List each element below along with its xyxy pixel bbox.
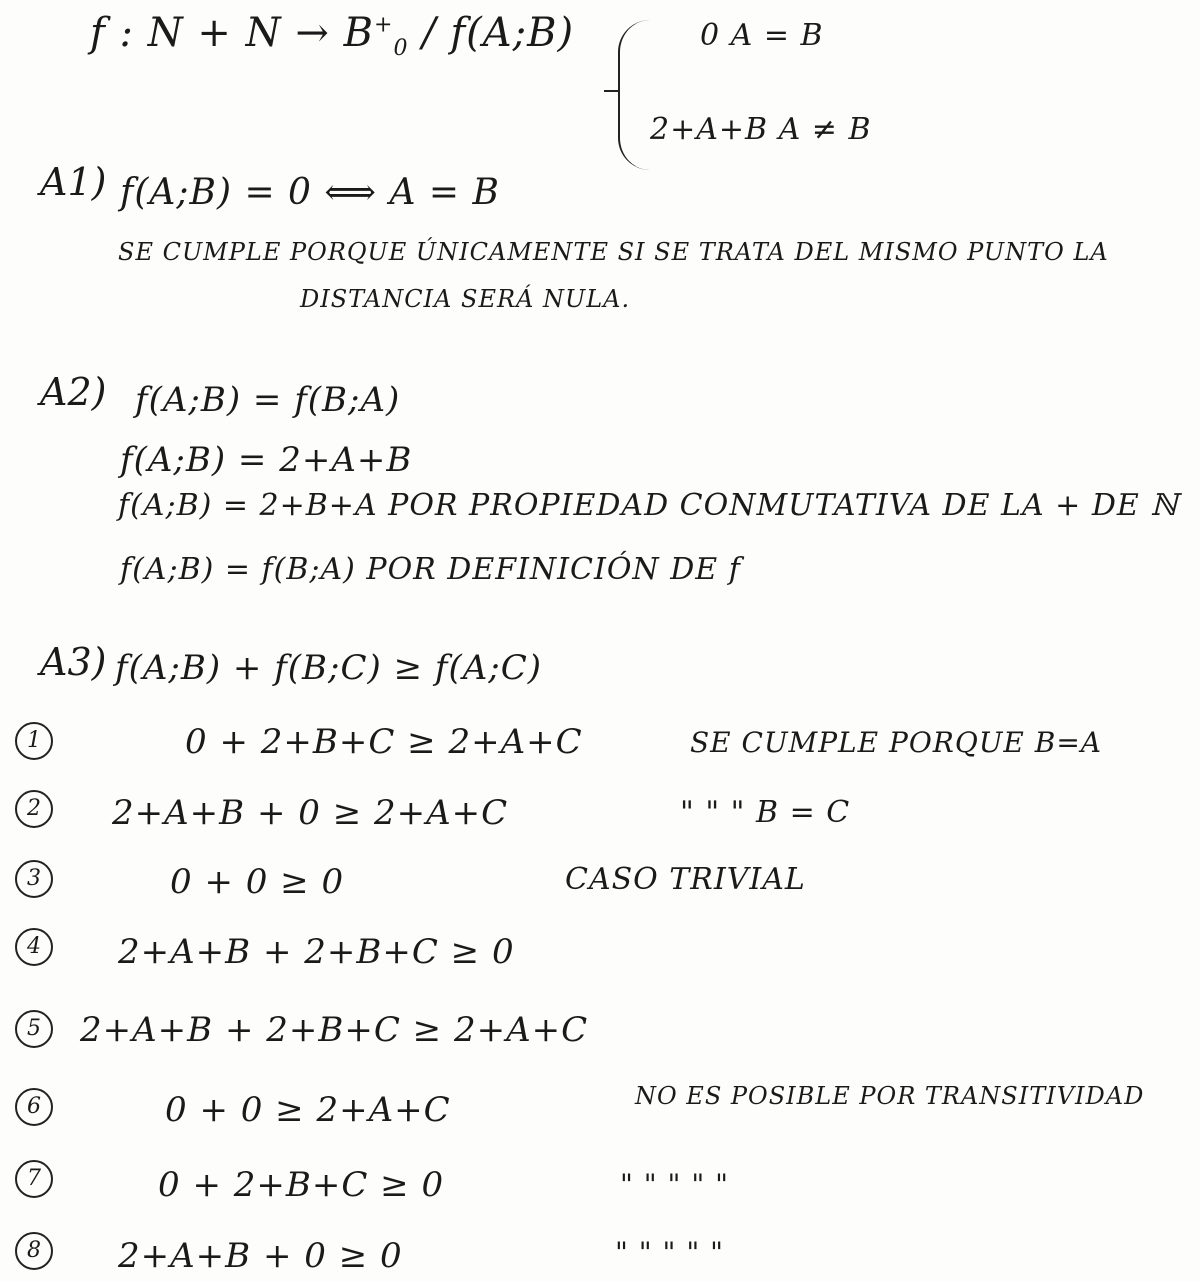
case-number-circle: 8 (15, 1232, 53, 1270)
case-number-circle: 6 (15, 1088, 53, 1126)
case-expression: 0 + 0 ≥ 0 (170, 862, 345, 902)
case-expression: 2+A+B + 2+B+C ≥ 2+A+C (80, 1010, 589, 1050)
case-expression: 2+A+B + 2+B+C ≥ 0 (118, 932, 515, 972)
a2-line1: f(A;B) = f(B;A) (135, 380, 401, 420)
a1-equation: f(A;B) = 0 ⟺ A = B (120, 172, 500, 213)
case-number-circle: 2 (15, 790, 53, 828)
signature-sup: + (374, 12, 394, 38)
case-expression: 2+A+B + 0 ≥ 2+A+C (112, 793, 509, 833)
piecewise-brace (618, 20, 650, 170)
case-expression: 2+A+B + 0 ≥ 0 (118, 1236, 403, 1276)
case-number-circle: 5 (15, 1010, 53, 1048)
case-note: " " " " " (620, 1168, 729, 1201)
a1-label: A1) (40, 160, 107, 204)
case-number-circle: 4 (15, 928, 53, 966)
a3-equation: f(A;B) + f(B;C) ≥ f(A;C) (115, 648, 543, 688)
a2-line3: f(A;B) = 2+B+A POR PROPIEDAD CONMUTATIVA DE LA + DE ℕ (118, 488, 1179, 523)
case-not-equal: 2+A+B A ≠ B (650, 112, 872, 147)
case-equal: 0 A = B (700, 18, 824, 53)
case-number-circle: 1 (15, 722, 53, 760)
definition-text: / f(A;B) (422, 10, 575, 56)
case-note: " " " " " (615, 1236, 724, 1269)
brace-tip (604, 90, 620, 92)
case-note: NO ES POSIBLE POR TRANSITIVIDAD (635, 1082, 1145, 1110)
a2-line2: f(A;B) = 2+A+B (120, 440, 413, 480)
a1-text-line2: DISTANCIA SERÁ NULA. (300, 285, 631, 313)
case-note: SE CUMPLE PORQUE B=A (690, 726, 1103, 759)
a2-label: A2) (40, 370, 107, 414)
case-number-circle: 3 (15, 860, 53, 898)
case-note: CASO TRIVIAL (565, 862, 806, 897)
case-expression: 0 + 2+B+C ≥ 0 (158, 1165, 445, 1205)
signature-sub: 0 (393, 36, 409, 61)
signature-text: f : N + N → B (90, 10, 374, 56)
a1-text-line1: SE CUMPLE PORQUE ÚNICAMENTE SI SE TRATA DEL MISMO PUNTO LA (118, 238, 1109, 266)
case-note: " " " B = C (680, 795, 851, 830)
a2-line4: f(A;B) = f(B;A) POR DEFINICIÓN DE f (120, 552, 741, 587)
case-expression: 0 + 0 ≥ 2+A+C (165, 1090, 451, 1130)
case-expression: 0 + 2+B+C ≥ 2+A+C (185, 722, 583, 762)
case-number-circle: 7 (15, 1160, 53, 1198)
function-signature (90, 10, 574, 61)
a3-label: A3) (40, 640, 107, 684)
